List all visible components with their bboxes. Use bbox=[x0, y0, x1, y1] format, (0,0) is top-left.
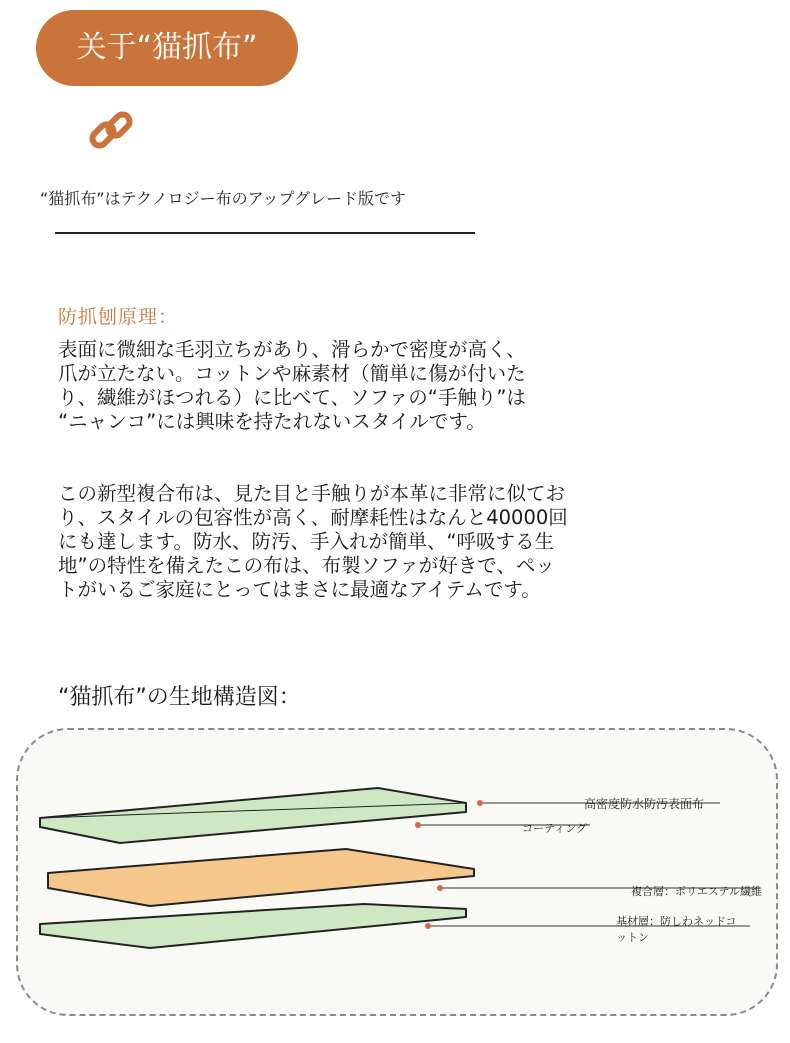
label-middle-layer: 複合層：ポリエステル繊維 bbox=[631, 885, 763, 898]
callout-dot bbox=[437, 885, 443, 891]
description-line: この新型複合布は、見た目と手触りが本革に非常に似てお bbox=[58, 482, 566, 505]
intro-text: “猫抓布”はテクノロジー布のアップグレード版です bbox=[40, 189, 407, 208]
callout-dot bbox=[415, 822, 421, 828]
description-line: にも達します。防水、防汚、手入れが簡単、“呼吸する生 bbox=[58, 530, 555, 553]
bottom-layer bbox=[40, 904, 466, 948]
diagram-title: “猫抓布”の生地構造図： bbox=[58, 685, 301, 710]
description-line: り、スタイルの包容性が高く、耐摩耗性はなんと40000回 bbox=[58, 506, 568, 529]
label-coating: コーティング bbox=[522, 822, 587, 835]
principle-line: “ニャンコ”には興味を持たれないスタイルです。 bbox=[58, 410, 486, 433]
principle-line: り、繊維がほつれる）に比べて、ソファの“手触り”は bbox=[58, 386, 526, 409]
label-base-layer-cont: ットン bbox=[616, 931, 649, 944]
principle-line: 爪が立たない。コットンや麻素材（簡単に傷が付いた bbox=[58, 362, 526, 385]
principle-line: 表面に微細な毛羽立ちがあり、滑らかで密度が高く、 bbox=[58, 338, 526, 361]
description-line: 地”の特性を備えたこの布は、布製ソファが好きで、ペッ bbox=[58, 554, 555, 577]
callout-dot bbox=[477, 800, 483, 806]
label-base-layer: 基材層：防しわネッドコ bbox=[616, 915, 737, 928]
description-line: トがいるご家庭にとってはまさに最適なアイテムです。 bbox=[58, 578, 541, 601]
label-top-surface: 高密度防水防汚表面布 bbox=[584, 797, 705, 811]
section-title-badge: 关于“猫抓布” bbox=[36, 10, 298, 86]
middle-layer bbox=[48, 849, 474, 906]
callout-dot bbox=[425, 923, 431, 929]
principle-heading: 防抓刨原理： bbox=[58, 306, 179, 328]
